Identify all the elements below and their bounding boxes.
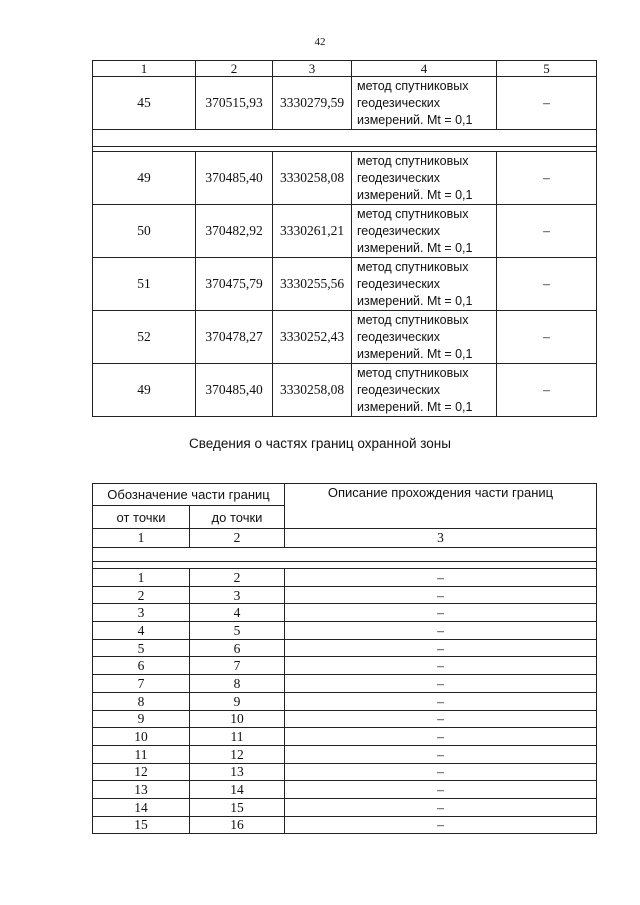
from-point: 8 [93, 692, 190, 710]
coordinates-table [92, 60, 597, 417]
method-line: измерений. Mt = 0,1 [357, 240, 473, 255]
table-row [93, 258, 597, 311]
column-number-2: 2 [196, 61, 273, 77]
x-coordinate: 370485,40 [196, 152, 273, 205]
column-number-3: 3 [273, 61, 352, 77]
method-line: метод спутниковых [357, 259, 469, 274]
table-row [93, 639, 597, 657]
method-line: геодезических [357, 382, 441, 397]
description-dash: – [285, 569, 597, 587]
description-dash: – [285, 798, 597, 816]
column-number-4: 4 [352, 61, 497, 77]
table-row [93, 657, 597, 675]
point-number: 49 [93, 152, 196, 205]
column-numbers-row [93, 529, 597, 548]
method-line: геодезических [357, 170, 441, 185]
point-number: 51 [93, 258, 196, 311]
note-dash: – [497, 364, 597, 417]
table-row [93, 728, 597, 746]
description-dash: – [285, 692, 597, 710]
table-row [93, 745, 597, 763]
y-coordinate: 3330258,08 [273, 152, 352, 205]
header-designation: Обозначение части границ [93, 484, 285, 506]
gap-row [93, 548, 597, 562]
point-number: 49 [93, 364, 196, 417]
note-dash: – [497, 77, 597, 130]
method-line: геодезических [357, 223, 441, 238]
description-dash: – [285, 604, 597, 622]
to-point: 6 [190, 639, 285, 657]
from-point: 13 [93, 781, 190, 799]
point-number: 52 [93, 311, 196, 364]
header-row-group [93, 484, 597, 506]
description-dash: – [285, 586, 597, 604]
table-row [93, 586, 597, 604]
table-row [93, 763, 597, 781]
to-point: 13 [190, 763, 285, 781]
y-coordinate: 3330252,43 [273, 311, 352, 364]
from-point: 11 [93, 745, 190, 763]
to-point: 10 [190, 710, 285, 728]
column-number-3: 3 [285, 529, 597, 548]
method-line: метод спутниковых [357, 206, 469, 221]
method-line: метод спутниковых [357, 312, 469, 327]
from-point: 15 [93, 816, 190, 834]
method-line: измерений. Mt = 0,1 [357, 293, 473, 308]
table-row [93, 205, 597, 258]
to-point: 9 [190, 692, 285, 710]
method-line: метод спутниковых [357, 78, 469, 93]
table-row [93, 311, 597, 364]
description-dash: – [285, 763, 597, 781]
y-coordinate: 3330261,21 [273, 205, 352, 258]
method-line: геодезических [357, 329, 441, 344]
boundary-parts-table [92, 483, 597, 834]
to-point: 15 [190, 798, 285, 816]
x-coordinate: 370485,40 [196, 364, 273, 417]
description-dash: – [285, 745, 597, 763]
to-point: 2 [190, 569, 285, 587]
method-description [352, 205, 497, 258]
note-dash: – [497, 258, 597, 311]
table-row [93, 364, 597, 417]
column-number-5: 5 [497, 61, 597, 77]
header-to-point: до точки [190, 506, 285, 529]
separator-cell [93, 562, 597, 569]
header-from-point: от точки [93, 506, 190, 529]
method-line: метод спутниковых [357, 153, 469, 168]
to-point: 5 [190, 622, 285, 640]
header-description: Описание прохождения части границ [285, 484, 597, 529]
to-point: 16 [190, 816, 285, 834]
x-coordinate: 370475,79 [196, 258, 273, 311]
description-dash: – [285, 675, 597, 693]
table-row [93, 692, 597, 710]
method-description [352, 152, 497, 205]
to-point: 4 [190, 604, 285, 622]
from-point: 2 [93, 586, 190, 604]
from-point: 3 [93, 604, 190, 622]
description-dash: – [285, 728, 597, 746]
x-coordinate: 370482,92 [196, 205, 273, 258]
method-description [352, 311, 497, 364]
note-dash: – [497, 311, 597, 364]
note-dash: – [497, 205, 597, 258]
gap-cell [93, 130, 597, 147]
table-row [93, 816, 597, 834]
to-point: 7 [190, 657, 285, 675]
table-row [93, 569, 597, 587]
description-dash: – [285, 657, 597, 675]
x-coordinate: 370478,27 [196, 311, 273, 364]
point-number: 50 [93, 205, 196, 258]
page-number: 42 [314, 36, 326, 48]
to-point: 8 [190, 675, 285, 693]
to-point: 12 [190, 745, 285, 763]
from-point: 7 [93, 675, 190, 693]
method-line: геодезических [357, 276, 441, 291]
to-point: 3 [190, 586, 285, 604]
from-point: 4 [93, 622, 190, 640]
method-line: измерений. Mt = 0,1 [357, 399, 473, 414]
table-row [93, 781, 597, 799]
from-point: 14 [93, 798, 190, 816]
header-row [93, 61, 597, 77]
method-line: измерений. Mt = 0,1 [357, 187, 473, 202]
table-row [93, 152, 597, 205]
column-number-2: 2 [190, 529, 285, 548]
method-line: геодезических [357, 95, 441, 110]
x-coordinate: 370515,93 [196, 77, 273, 130]
gap-cell [93, 548, 597, 562]
from-point: 1 [93, 569, 190, 587]
y-coordinate: 3330255,56 [273, 258, 352, 311]
description-dash: – [285, 816, 597, 834]
method-description [352, 77, 497, 130]
from-point: 5 [93, 639, 190, 657]
method-line: метод спутниковых [357, 365, 469, 380]
from-point: 9 [93, 710, 190, 728]
description-dash: – [285, 639, 597, 657]
method-line: измерений. Mt = 0,1 [357, 346, 473, 361]
table-row [93, 77, 597, 130]
description-dash: – [285, 781, 597, 799]
column-number-1: 1 [93, 61, 196, 77]
table-row [93, 710, 597, 728]
table-row [93, 622, 597, 640]
table-row [93, 675, 597, 693]
section-title: Сведения о частях границ охранной зоны [189, 436, 451, 451]
y-coordinate: 3330258,08 [273, 364, 352, 417]
table-row [93, 604, 597, 622]
to-point: 14 [190, 781, 285, 799]
from-point: 6 [93, 657, 190, 675]
to-point: 11 [190, 728, 285, 746]
y-coordinate: 3330279,59 [273, 77, 352, 130]
note-dash: – [497, 152, 597, 205]
description-dash: – [285, 710, 597, 728]
description-dash: – [285, 622, 597, 640]
separator-row [93, 562, 597, 569]
from-point: 10 [93, 728, 190, 746]
method-description [352, 258, 497, 311]
gap-row [93, 130, 597, 147]
column-number-1: 1 [93, 529, 190, 548]
table-row [93, 798, 597, 816]
from-point: 12 [93, 763, 190, 781]
method-line: измерений. Mt = 0,1 [357, 112, 473, 127]
point-number: 45 [93, 77, 196, 130]
method-description [352, 364, 497, 417]
